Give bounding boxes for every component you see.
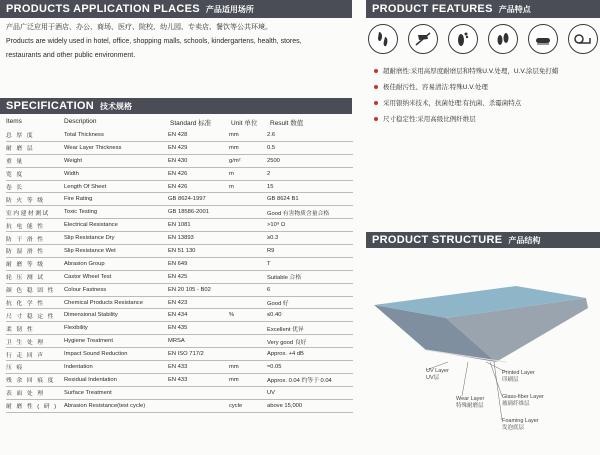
description-cell: Length Of Sheet — [64, 180, 168, 193]
standard-cell: EN 649 — [168, 257, 229, 270]
item-cn-cell: 抗 电 能 性 — [6, 219, 64, 232]
standard-cell: EN 423 — [168, 296, 229, 309]
table-row — [6, 141, 353, 154]
table-row — [6, 373, 353, 386]
feature-item: 尺寸稳定性:采用高级比例纤维层 — [374, 114, 598, 123]
unit-cell: mm — [229, 129, 267, 141]
standard-cell: EN 435 — [168, 322, 229, 335]
standard-cell: GB 18586-2001 — [168, 206, 229, 219]
features-title-cn: 产品特点 — [498, 4, 531, 14]
table-row — [6, 309, 353, 322]
item-cn-cell: 表 面 处 理 — [6, 386, 64, 399]
bullet-icon — [374, 101, 378, 105]
result-cell: UV — [267, 386, 353, 399]
unit-cell — [229, 322, 267, 335]
bullet-icon — [374, 117, 378, 121]
result-cell: Good 有害物质含量合格 — [267, 206, 353, 219]
description-cell: Width — [64, 167, 168, 180]
feet-icon — [488, 24, 518, 54]
specification-title-cn: 技术规格 — [100, 101, 133, 111]
unit-cell — [229, 348, 267, 361]
result-cell: Approx. 0.04 约等于 0.04 — [267, 373, 353, 386]
result-cell: 2 — [267, 167, 353, 180]
standard-cell: EN 425 — [168, 270, 229, 283]
standard-cell: EN 433 — [168, 361, 229, 374]
table-row — [6, 129, 353, 141]
table-row — [6, 399, 353, 412]
item-cn-cell: 轮 压 测 试 — [6, 270, 64, 283]
result-cell: 15 — [267, 180, 353, 193]
glass-fiber-layer-label: Glass-fiber Layer 玻璃纤维层 — [502, 394, 544, 407]
foot-print-icon — [448, 24, 478, 54]
item-cn-cell: 抗 化 学 性 — [6, 296, 64, 309]
table-row — [6, 193, 353, 206]
item-cn-cell: 柔 韧 性 — [6, 322, 64, 335]
description-cell: Chemical Products Resistance — [64, 296, 168, 309]
result-cell: 6 — [267, 283, 353, 296]
description-cell: Slip Resistance Wet — [64, 245, 168, 258]
standard-cell: EN 433 — [168, 373, 229, 386]
description-cell: Electrical Resistance — [64, 219, 168, 232]
no-slip-icon — [408, 24, 438, 54]
feature-item: 极佳耐污性、容易清洁:特殊U.V.处理 — [374, 82, 598, 91]
unit-cell — [229, 335, 267, 348]
standard-cell: EN 13893 — [168, 232, 229, 245]
unit-cell: mm — [229, 361, 267, 374]
result-cell: 2.6 — [267, 129, 353, 141]
table-row — [6, 245, 353, 258]
table-row — [6, 296, 353, 309]
item-cn-cell: 耐 磨 性 ( 研 ) — [6, 399, 64, 412]
description-cell: Hygiene Treatment — [64, 335, 168, 348]
unit-cell: m — [229, 167, 267, 180]
unit-cell — [229, 283, 267, 296]
header-unit: Unit 单位 — [231, 120, 258, 127]
wear-layer-label: Wear Layer 特殊耐磨层 — [456, 396, 485, 409]
application-text-cn: 产品广泛应用于酒店、办公、商场、医疗、院校、幼儿园、专卖店、餐饮等公共环境。 — [6, 24, 272, 31]
standard-cell — [168, 386, 229, 399]
item-cn-cell: 防 干 滑 性 — [6, 232, 64, 245]
features-header — [366, 0, 600, 18]
application-title: PRODUCTS APPLICATION PLACES — [6, 3, 200, 15]
standard-cell: EN 426 — [168, 180, 229, 193]
description-cell: Wear Layer Thickness — [64, 141, 168, 154]
item-cn-cell: 防 火 等 级 — [6, 193, 64, 206]
table-row — [6, 361, 353, 374]
structure-header — [366, 232, 600, 248]
item-cn-cell: 耐 磨 层 — [6, 141, 64, 154]
table-row — [6, 386, 353, 399]
result-cell: Good 好 — [267, 296, 353, 309]
feature-list — [374, 66, 598, 130]
table-row — [6, 180, 353, 193]
item-cn-cell: 压 痕 — [6, 361, 64, 374]
result-cell: 0.5 — [267, 141, 353, 154]
unit-cell — [229, 245, 267, 258]
standard-cell: EN 434 — [168, 309, 229, 322]
table-row — [6, 257, 353, 270]
item-cn-cell: 卫 生 处 理 — [6, 335, 64, 348]
unit-cell: m — [229, 180, 267, 193]
description-cell: Dimensional Stability — [64, 309, 168, 322]
unit-cell: % — [229, 309, 267, 322]
result-cell: Excellent 优异 — [267, 322, 353, 335]
table-row — [6, 154, 353, 167]
roll-icon — [568, 24, 598, 54]
roller-icon — [528, 24, 558, 54]
standard-cell: EN ISO 717/2 — [168, 348, 229, 361]
structure-title-cn: 产品结构 — [508, 235, 541, 245]
printed-layer-label: Printed Layer 印刷层 — [502, 370, 535, 383]
description-cell: Impact Sound Reduction — [64, 348, 168, 361]
table-row — [6, 206, 353, 219]
item-cn-cell: 总 厚 度 — [6, 129, 64, 141]
table-row — [6, 219, 353, 232]
description-cell: Fire Rating — [64, 193, 168, 206]
description-cell: Residual Indentation — [64, 373, 168, 386]
unit-cell — [229, 219, 267, 232]
standard-cell: EN 20 105 - B02 — [168, 283, 229, 296]
application-title-cn: 产品适用场所 — [205, 4, 254, 14]
header-items: Items — [6, 118, 22, 125]
standard-cell: EN 51 130 — [168, 245, 229, 258]
item-cn-cell: 残 余 回 痕 度 — [6, 373, 64, 386]
specification-title: SPECIFICATION — [6, 100, 95, 112]
description-cell: Surface Treatment — [64, 386, 168, 399]
result-cell: R9 — [267, 245, 353, 258]
table-row — [6, 348, 353, 361]
item-cn-cell: 防 湿 滑 性 — [6, 245, 64, 258]
application-header — [0, 0, 352, 18]
bullet-icon — [374, 69, 378, 73]
table-row — [6, 335, 353, 348]
header-result: Result 数值 — [270, 120, 304, 127]
application-text — [6, 21, 350, 63]
unit-cell: mm — [229, 141, 267, 154]
result-cell: Suitable 合格 — [267, 270, 353, 283]
features-title: PRODUCT FEATURES — [372, 3, 493, 15]
standard-cell: EN 429 — [168, 141, 229, 154]
specification-header — [0, 98, 352, 114]
floor-layers-illustration — [366, 250, 600, 450]
table-row — [6, 322, 353, 335]
unit-cell — [229, 296, 267, 309]
unit-cell — [229, 270, 267, 283]
result-cell: ≥0.3 — [267, 232, 353, 245]
item-cn-cell: 耐 磨 等 级 — [6, 257, 64, 270]
item-cn-cell: 卷 长 — [6, 180, 64, 193]
unit-cell — [229, 386, 267, 399]
description-cell: Weight — [64, 154, 168, 167]
item-cn-cell: 重 量 — [6, 154, 64, 167]
description-cell: Colour Fastness — [64, 283, 168, 296]
description-cell: Castor Wheel Test — [64, 270, 168, 283]
application-text-en-2: restaurants and other public environment. — [6, 52, 136, 59]
structure-title: PRODUCT STRUCTURE — [372, 234, 503, 246]
feature-item: 采用银纳米技术，抗菌处理:有抗菌、杀霉菌特点 — [374, 98, 598, 107]
feature-icons — [368, 24, 598, 54]
item-cn-cell: 尺 寸 稳 定 性 — [6, 309, 64, 322]
feature-item: 超耐磨性:采用高厚度耐磨层和特殊U.V.处理，U.V.涂层免打蜡 — [374, 66, 598, 75]
standard-cell: EN 428 — [168, 129, 229, 141]
structure-diagram — [366, 250, 600, 450]
standard-cell — [168, 399, 229, 412]
application-text-en-1: Products are widely used in hotel, office, shopping malls, schools, kindergartens, health, stores, — [6, 38, 302, 45]
result-cell: 2500 — [267, 154, 353, 167]
result-cell: Approx. +4 dB — [267, 348, 353, 361]
unit-cell — [229, 193, 267, 206]
shoe-print-icon — [368, 24, 398, 54]
unit-cell: g/m² — [229, 154, 267, 167]
result-cell: >10⁹ Ω — [267, 219, 353, 232]
item-cn-cell: 室内建材测试 — [6, 206, 64, 219]
standard-cell: EN 1081 — [168, 219, 229, 232]
standard-cell: GB 8624-1997 — [168, 193, 229, 206]
description-cell: Flexibility — [64, 322, 168, 335]
standard-cell: EN 426 — [168, 167, 229, 180]
result-cell: GB 8624 B1 — [267, 193, 353, 206]
table-row — [6, 167, 353, 180]
specification-table — [6, 129, 353, 413]
unit-cell — [229, 232, 267, 245]
result-cell: above 15,000 — [267, 399, 353, 412]
uv-layer-label: UV Layer UV层 — [426, 368, 449, 381]
unit-cell: mm — [229, 373, 267, 386]
table-row — [6, 270, 353, 283]
table-row — [6, 283, 353, 296]
description-cell: Indentation — [64, 361, 168, 374]
description-cell: Abrasion Group — [64, 257, 168, 270]
description-cell: Toxic Testing — [64, 206, 168, 219]
header-standard: Standard 标准 — [170, 120, 212, 127]
item-cn-cell: 颜 色 稳 固 性 — [6, 283, 64, 296]
description-cell: Total Thickness — [64, 129, 168, 141]
foaming-layer-label: Foaming Layer 发泡底层 — [502, 418, 539, 431]
table-row — [6, 232, 353, 245]
result-cell: ≤0.40 — [267, 309, 353, 322]
result-cell: T — [267, 257, 353, 270]
standard-cell: EN 430 — [168, 154, 229, 167]
unit-cell — [229, 257, 267, 270]
description-cell: Abrasion Resistance(test cycle) — [64, 399, 168, 412]
description-cell: Slip Resistance Dry — [64, 232, 168, 245]
unit-cell — [229, 206, 267, 219]
bullet-icon — [374, 85, 378, 89]
result-cell: Very good 良好 — [267, 335, 353, 348]
result-cell: ≈0.05 — [267, 361, 353, 374]
item-cn-cell: 行 走 回 声 — [6, 348, 64, 361]
standard-cell: MRSA — [168, 335, 229, 348]
unit-cell: cycle — [229, 399, 267, 412]
item-cn-cell: 宽 度 — [6, 167, 64, 180]
header-description: Description — [64, 118, 97, 125]
